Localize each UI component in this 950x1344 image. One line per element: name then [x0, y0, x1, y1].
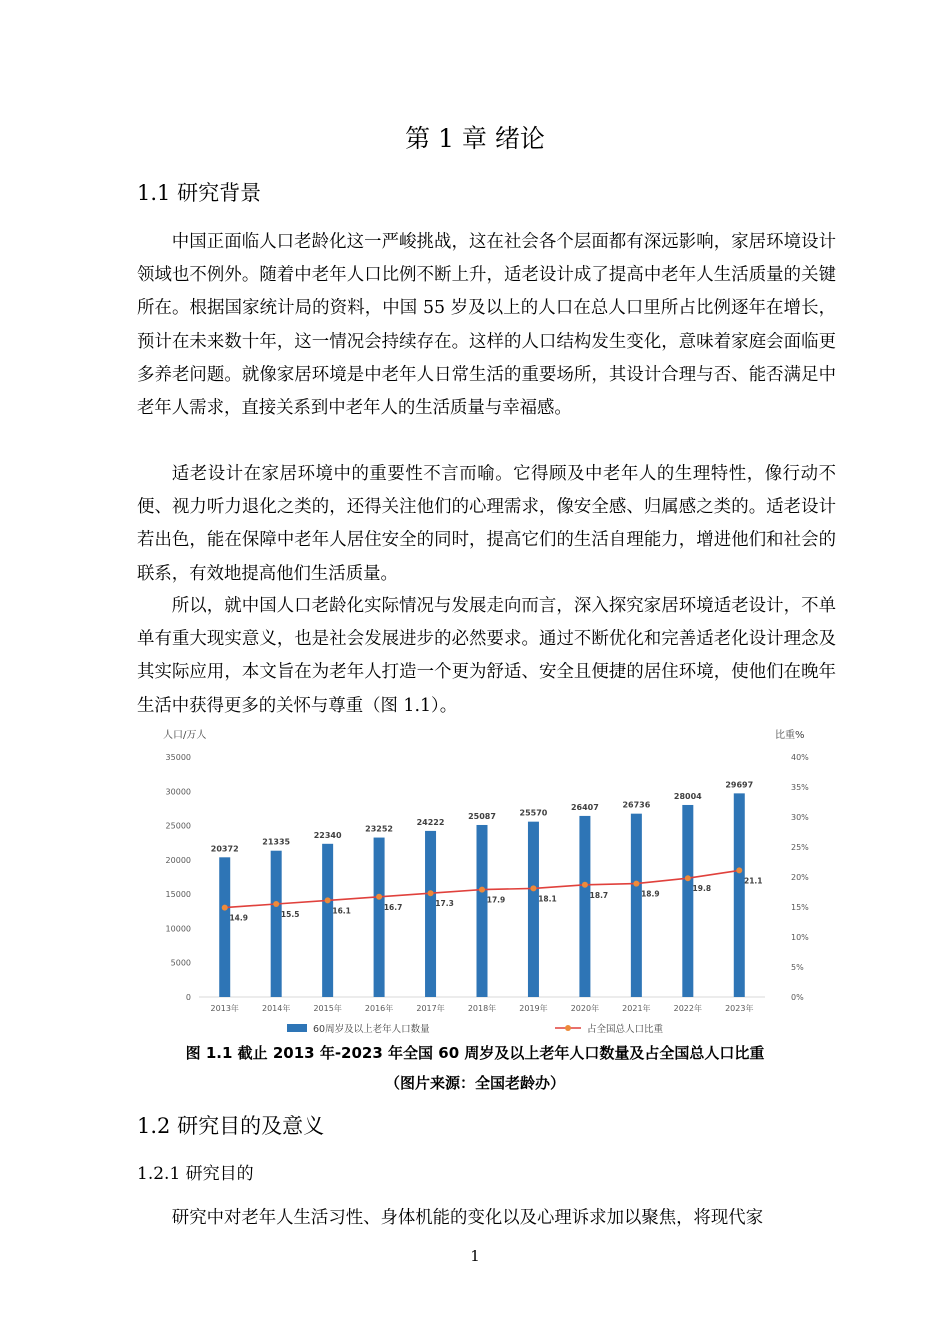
- ratio-value-label: 19.8: [692, 884, 712, 894]
- bar: [528, 822, 539, 997]
- bar-value-label: 20372: [210, 844, 239, 854]
- page-number: 1: [470, 1247, 480, 1265]
- ratio-value-label: 15.5: [280, 910, 300, 919]
- y2-tick-label: 35%: [791, 783, 809, 792]
- bar-value-label: 25087: [468, 811, 496, 821]
- bar: [322, 844, 333, 997]
- y-tick-label: 35000: [165, 753, 191, 762]
- figure-caption: 图 1.1 截止 2013 年-2023 年全国 60 周岁及以上老年人口数量及占全国总人口比重: [185, 1044, 765, 1062]
- y2-axis-title: 比重%: [775, 730, 805, 741]
- x-tick-label: 2014年: [262, 1004, 291, 1013]
- x-tick-label: 2019年: [519, 1004, 548, 1013]
- bar: [425, 831, 436, 997]
- bar: [374, 838, 385, 997]
- bar: [682, 805, 693, 997]
- y2-tick-label: 30%: [791, 813, 809, 822]
- section-heading-1-1: 1.1 研究背景: [137, 181, 262, 205]
- ratio-value-label: 17.9: [486, 895, 506, 905]
- x-tick-label: 2020年: [570, 1004, 600, 1013]
- bar-value-label: 22340: [313, 830, 342, 840]
- bar-value-label: 24222: [416, 817, 445, 827]
- ratio-point: [222, 905, 228, 911]
- ratio-point: [530, 885, 536, 891]
- figure-source: （图片来源：全国老龄办）: [384, 1074, 565, 1092]
- bar-value-label: 28004: [673, 791, 702, 801]
- ratio-value-label: 16.1: [332, 906, 351, 916]
- ratio-value-label: 17.3: [435, 899, 454, 909]
- bar-value-label: 25570: [519, 808, 548, 818]
- ratio-value-label: 18.9: [641, 889, 660, 899]
- x-tick-label: 2018年: [467, 1004, 497, 1013]
- y-tick-label: 10000: [165, 924, 191, 934]
- ratio-value-label: 14.9: [229, 913, 248, 923]
- ratio-point: [428, 890, 434, 896]
- legend-line-label: 占全国总人口比重: [587, 1024, 664, 1035]
- legend-line-marker: [565, 1025, 571, 1031]
- ratio-point: [273, 901, 279, 907]
- ratio-point: [736, 867, 742, 873]
- ratio-point: [376, 894, 382, 900]
- bar-value-label: 26736: [622, 800, 651, 810]
- y-tick-label: 5000: [170, 958, 191, 968]
- legend-bar-swatch: [287, 1024, 307, 1032]
- y-tick-label: 15000: [165, 890, 191, 900]
- paragraph-background-2: 适老设计在家居环境中的重要性不言而喻。它得顾及中老年人的生理特性，像行动不便、视力听力退化之类的，还得关注他们的心理需求，像安全感、归属感之类的。适老设计若出色，能在保障中老年人居住安全的同时，提高它们的生活自理能力，增进他们和社会的联系，有效地提高他们生活质量。: [137, 464, 836, 584]
- ratio-value-label: 16.7: [383, 902, 403, 912]
- chart-svg: [137, 720, 819, 1042]
- x-tick-label: 2022年: [673, 1004, 702, 1013]
- y2-tick-label: 40%: [791, 753, 809, 762]
- bar: [579, 816, 590, 997]
- bar-value-label: 21335: [262, 837, 291, 847]
- x-tick-label: 2021年: [622, 1004, 651, 1013]
- x-tick-label: 2015年: [313, 1004, 342, 1013]
- bar-value-label: 26407: [570, 802, 599, 812]
- y2-tick-label: 5%: [791, 963, 804, 972]
- y-tick-label: 25000: [165, 821, 191, 831]
- x-tick-label: 2017年: [416, 1004, 445, 1013]
- y2-tick-label: 0%: [791, 993, 804, 1002]
- ratio-point: [325, 897, 331, 903]
- y2-tick-label: 20%: [791, 873, 809, 882]
- ratio-value-label: 21.1: [744, 876, 763, 886]
- y-tick-label: 0: [185, 993, 191, 1002]
- section-heading-1-2-1: 1.2.1 研究目的: [137, 1164, 254, 1184]
- bar: [271, 851, 282, 997]
- ratio-value-label: 18.1: [538, 894, 557, 904]
- y-tick-label: 20000: [165, 855, 191, 865]
- ratio-value-label: 18.7: [589, 890, 609, 900]
- chapter-title: 第 1 章 绪论: [405, 124, 545, 153]
- bar-value-label: 29697: [725, 780, 754, 790]
- bar: [631, 814, 642, 997]
- x-tick-label: 2023年: [725, 1004, 754, 1013]
- paragraph-background-1: 中国正面临人口老龄化这一严峻挑战，这在社会各个层面都有深远影响，家居环境设计领域也不例外。随着中老年人口比例不断上升，适老设计成了提高中老年人生活质量的关键所在。根据国家统计局的资料，中国 55 岁及以上的人口在总人口里所占比例逐年在增长，预计在未来数十年，这一情况会持续存在。这样的人口结构发生变化，意味着家庭会面临更多养老问题。就像家居环境是中老年人日常生活的重要场所，其设计合理与否、能否满足中老年人需求，直接关系到中老年人的生活质量与幸福感。: [137, 232, 836, 419]
- bar: [477, 825, 488, 997]
- y-axis-title: 人口/万人: [163, 730, 207, 741]
- legend-bar-label: 60周岁及以上老年人口数量: [313, 1024, 430, 1035]
- bar-value-label: 23252: [365, 824, 394, 834]
- ratio-point: [582, 882, 588, 888]
- y2-tick-label: 15%: [791, 903, 809, 912]
- ratio-point: [685, 875, 691, 881]
- y-tick-label: 30000: [165, 787, 191, 797]
- y2-tick-label: 25%: [791, 843, 809, 852]
- population-chart: [137, 720, 819, 1042]
- bar: [734, 793, 745, 997]
- paragraph-background-3: 所以，就中国人口老龄化实际情况与发展走向而言，深入探究家居环境适老设计，不单单有重大现实意义，也是社会发展进步的必然要求。通过不断优化和完善适老化设计理念及其实际应用，本文旨在为老年人打造一个更为舒适、安全且便捷的居住环境，使他们在晚年生活中获得更多的关怀与尊重（图 1.1）。: [137, 596, 836, 716]
- ratio-point: [479, 887, 485, 893]
- x-tick-label: 2013年: [210, 1004, 239, 1013]
- ratio-point: [633, 881, 639, 887]
- x-tick-label: 2016年: [364, 1004, 394, 1013]
- bar: [219, 857, 230, 997]
- paragraph-purpose: 研究中对老年人生活习性、身体机能的变化以及心理诉求加以聚焦，将现代家: [171, 1208, 764, 1228]
- y2-tick-label: 10%: [791, 933, 809, 942]
- section-heading-1-2: 1.2 研究目的及意义: [137, 1114, 325, 1138]
